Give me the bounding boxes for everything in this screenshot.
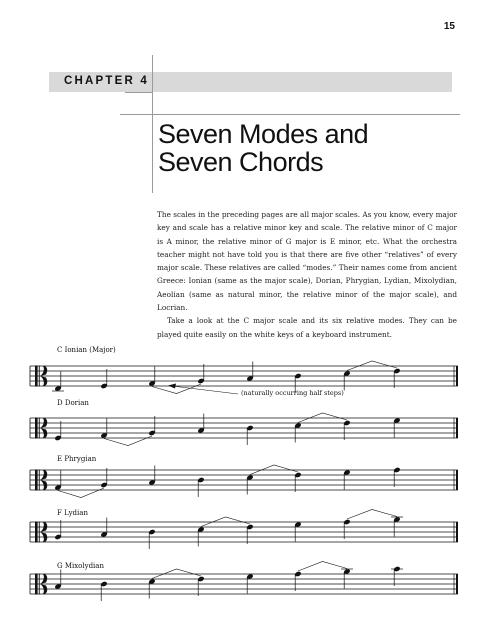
note [54, 570, 61, 590]
staff-system [30, 455, 458, 498]
note [246, 425, 253, 445]
note [148, 367, 155, 387]
note [294, 472, 301, 492]
annotation-arrow [172, 386, 238, 394]
note [197, 414, 204, 434]
half-step-marker [104, 436, 152, 446]
arrowhead-icon [168, 384, 176, 389]
note [246, 524, 253, 544]
staff-system [30, 346, 458, 397]
half-step-marker [347, 510, 397, 520]
note [343, 420, 350, 440]
note [197, 364, 204, 384]
half-step-marker [298, 562, 347, 572]
staff-system [30, 509, 458, 549]
note [294, 521, 301, 541]
note [393, 467, 400, 487]
note [148, 578, 155, 598]
note [391, 516, 403, 536]
scale-label: F Lydian [57, 509, 88, 517]
paragraph-2: Take a look at the C major scale and its six relative modes. They can be played quite easily on the white keys of a keyboard instrument. [157, 316, 457, 339]
chapter-label: CHAPTER 4 [64, 75, 149, 87]
note [341, 568, 353, 588]
note [148, 466, 155, 486]
note [100, 369, 107, 389]
scale-label: C Ionian (Major) [57, 346, 116, 354]
note [343, 519, 350, 539]
note [391, 566, 403, 586]
scale-label: D Dorian [57, 399, 89, 407]
note [54, 520, 61, 540]
note [294, 422, 301, 442]
note [294, 571, 301, 591]
note [54, 421, 61, 441]
chapter-title-line2: Seven Chords [158, 147, 324, 177]
note [52, 372, 64, 392]
note [393, 368, 400, 388]
note [197, 576, 204, 596]
note [100, 518, 107, 538]
note [246, 474, 253, 494]
note [246, 573, 253, 593]
note [393, 417, 400, 437]
note [100, 419, 107, 439]
note [197, 477, 204, 497]
note [148, 416, 155, 436]
note [148, 529, 155, 549]
staff-system [30, 562, 458, 602]
half-step-marker [58, 488, 104, 498]
note [100, 581, 107, 601]
chapter-title-line1: Seven Modes and [158, 119, 369, 149]
scale-label: G Mixolydian [57, 562, 104, 570]
paragraph-1: The scales in the preceding pages are all major scales. As you know, every major key and scale has a relative minor key and scale. The relative minor of C major is A minor, the relative minor of G major is E minor, etc. What the orchestra teacher might not have told you is that there are five other “relatives” of every major scale. These relatives are called “modes.” Their names come from ancient Greece: Ionian (same as the major scale), Dorian, Phrygian, Lydian, Mixolydian, Aeolian (same as natural minor, the relative minor of the major scale), and Locrian. [157, 210, 457, 313]
page-number: 15 [443, 21, 455, 32]
note [100, 468, 107, 488]
note [343, 469, 350, 489]
scale-label: E Phrygian [57, 455, 97, 463]
note [197, 526, 204, 546]
note [246, 362, 253, 382]
note [54, 471, 61, 491]
note [343, 370, 350, 390]
staff-system [30, 399, 458, 446]
half-step-annotation: (naturally occurring half steps) [241, 389, 344, 397]
